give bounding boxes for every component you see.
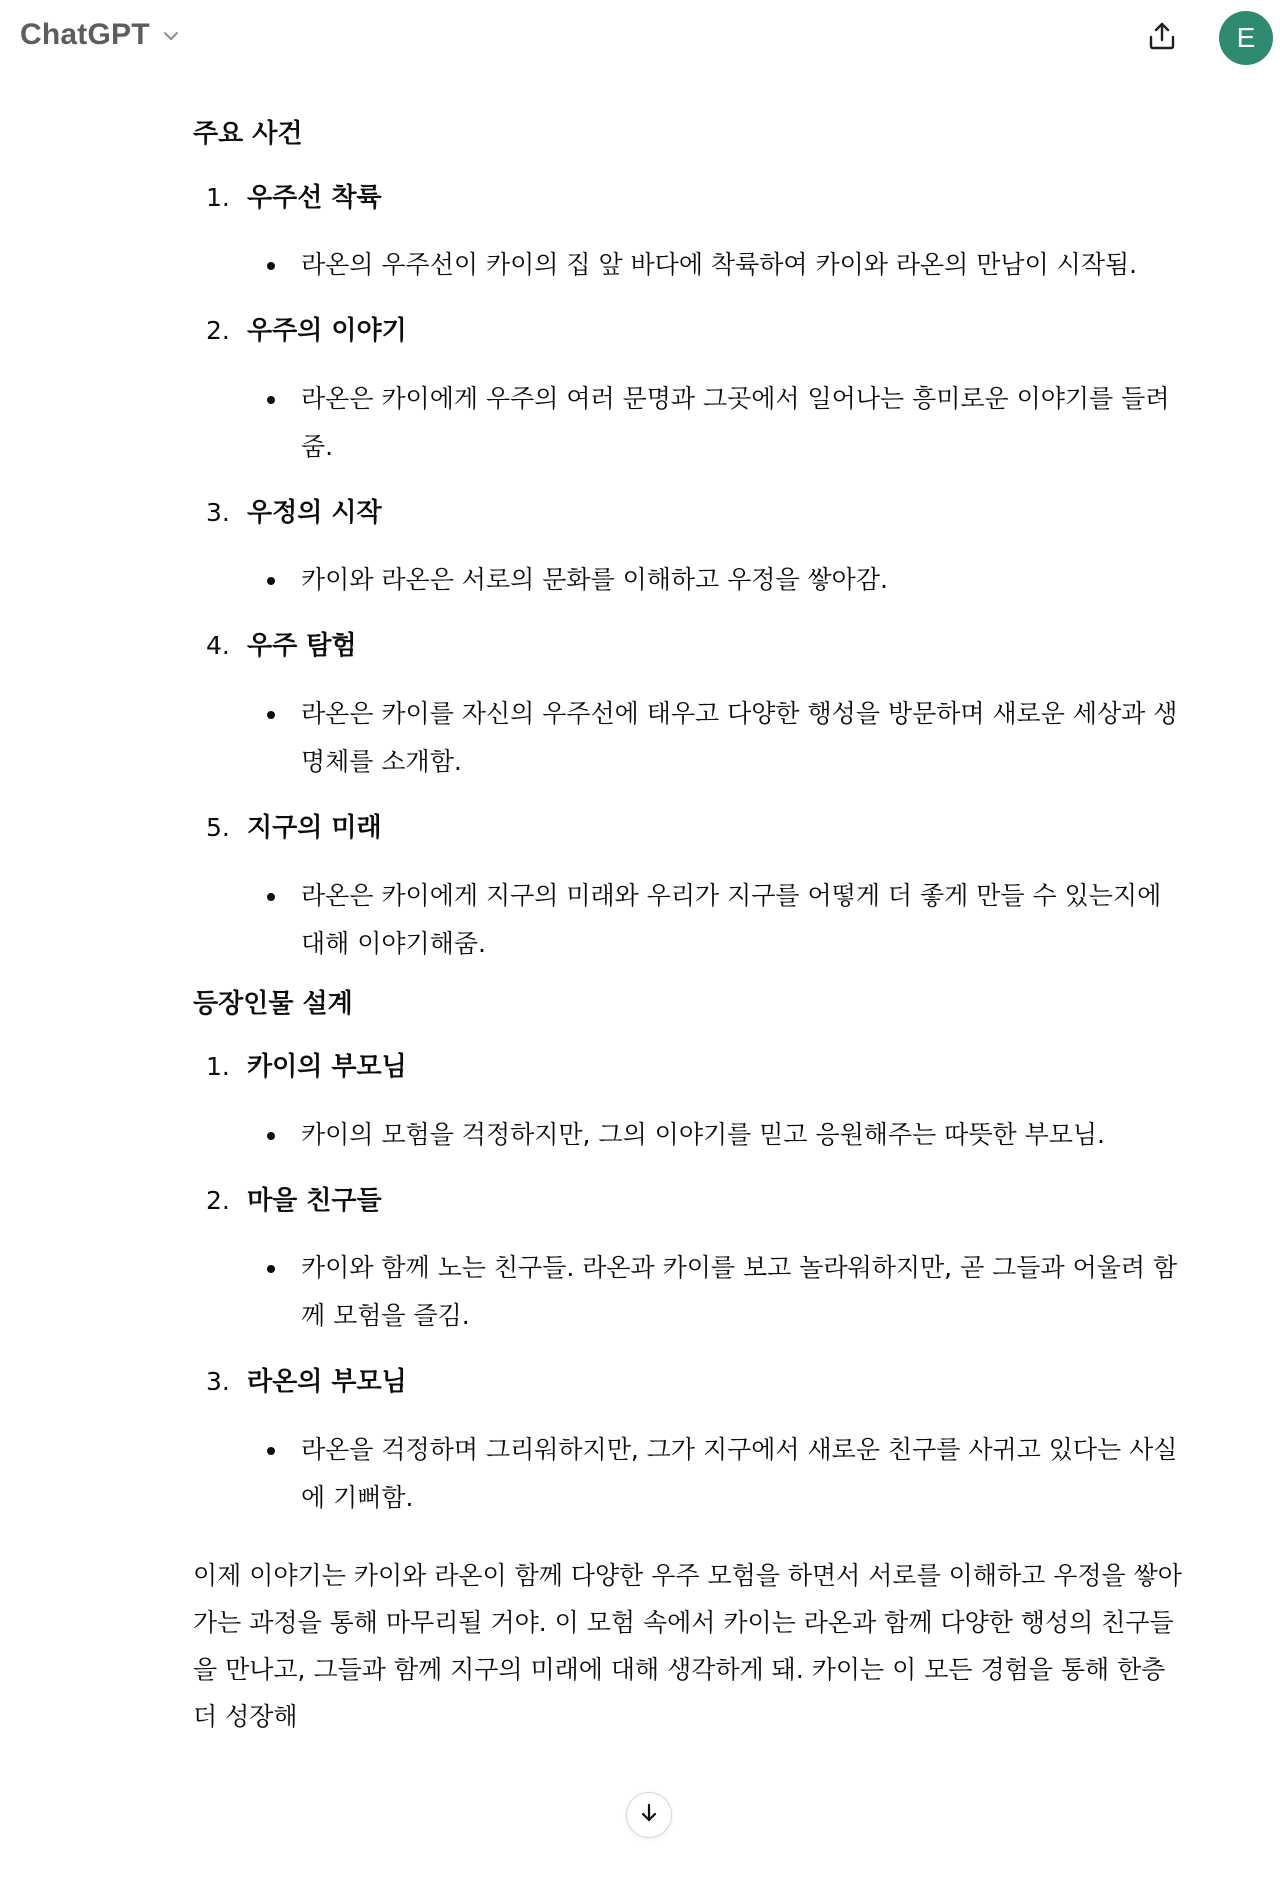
bullet-item: 카이와 함께 노는 친구들. 라온과 카이를 보고 놀라워하지만, 곧 그들과 어울려 함께 모험을 즐김. xyxy=(193,1244,1183,1340)
bullet-icon xyxy=(267,396,275,404)
list-item xyxy=(193,178,1183,290)
bullet-item: 라온의 우주선이 카이의 집 앞 바다에 착륙하여 카이와 라온의 만남이 시작됨. xyxy=(193,241,1183,289)
avatar-initial: E xyxy=(1236,22,1256,53)
item-number: 1. xyxy=(206,182,230,212)
share-icon xyxy=(1146,20,1178,56)
list-item xyxy=(193,1181,1183,1341)
item-title: 3. 우정의 시작 xyxy=(193,493,1183,535)
message-content xyxy=(193,100,1183,1740)
arrow-down-icon xyxy=(637,1801,661,1829)
item-number: 5. xyxy=(206,812,230,842)
chevron-down-icon xyxy=(160,25,182,47)
item-title: 2. 마을 친구들 xyxy=(193,1181,1183,1223)
item-number: 2. xyxy=(206,1185,230,1215)
avatar[interactable] xyxy=(1219,11,1273,65)
list-item xyxy=(193,1362,1183,1522)
top-bar xyxy=(0,0,1280,76)
bullet-icon xyxy=(267,1132,275,1140)
bullet-item: 카이의 모험을 걱정하지만, 그의 이야기를 믿고 응원해주는 따뜻한 부모님. xyxy=(193,1111,1183,1159)
share-button[interactable] xyxy=(1140,16,1184,60)
section-heading: 주요 사건 xyxy=(193,119,303,149)
list-item xyxy=(193,493,1183,605)
item-title: 5. 지구의 미래 xyxy=(193,808,1183,850)
item-number: 4. xyxy=(206,631,230,661)
item-title: 1. 카이의 부모님 xyxy=(193,1047,1183,1089)
item-number: 2. xyxy=(206,316,230,346)
bullet-item: 라온은 카이에게 우주의 여러 문명과 그곳에서 일어나는 흥미로운 이야기를 들려줌. xyxy=(193,375,1183,471)
scroll-to-bottom-button[interactable] xyxy=(626,1792,672,1838)
bullet-item: 라온은 카이를 자신의 우주선에 태우고 다양한 행성을 방문하며 새로운 세상과 생명체를 소개함. xyxy=(193,690,1183,786)
bullet-icon xyxy=(267,711,275,719)
bullet-icon xyxy=(267,577,275,585)
bullet-item: 라온을 걱정하며 그리워하지만, 그가 지구에서 새로운 친구를 사귀고 있다는 사실에 기뻐함. xyxy=(193,1426,1183,1522)
item-title: 3. 라온의 부모님 xyxy=(193,1362,1183,1404)
model-selector[interactable] xyxy=(20,18,182,52)
bullet-icon xyxy=(267,1447,275,1455)
section-heading: 등장인물 설계 xyxy=(193,988,353,1019)
bullet-item: 라온은 카이에게 지구의 미래와 우리가 지구를 어떻게 더 좋게 만들 수 있는지에 대해 이야기해줌. xyxy=(193,872,1183,968)
item-title: 1. 우주선 착륙 xyxy=(193,178,1183,220)
item-number: 3. xyxy=(206,497,230,527)
closing-paragraph: 이제 이야기는 카이와 라온이 함께 다양한 우주 모험을 하면서 서로를 이해하고 우정을 쌓아가는 과정을 통해 마무리될 거야. 이 모험 속에서 카이는 라온과 함께 다양한 행성의 친구들을 만나고, 그들과 함께 지구의 미래에 대해 생각하게 돼. 카이는 이 모든 경험을 통해 한층 더 성장해 xyxy=(193,1560,1182,1731)
item-number: 3. xyxy=(206,1367,230,1397)
list-item xyxy=(193,808,1183,968)
bullet-item: 카이와 라온은 서로의 문화를 이해하고 우정을 쌓아감. xyxy=(193,556,1183,604)
app-title: ChatGPT xyxy=(20,18,150,51)
item-number: 1. xyxy=(206,1052,230,1082)
list-item xyxy=(193,626,1183,786)
item-title: 4. 우주 탐험 xyxy=(193,626,1183,668)
list-item xyxy=(193,311,1183,471)
bullet-icon xyxy=(267,262,275,270)
item-title: 2. 우주의 이야기 xyxy=(193,311,1183,353)
bullet-icon xyxy=(267,1265,275,1273)
list-item xyxy=(193,1047,1183,1159)
bullet-icon xyxy=(267,893,275,901)
